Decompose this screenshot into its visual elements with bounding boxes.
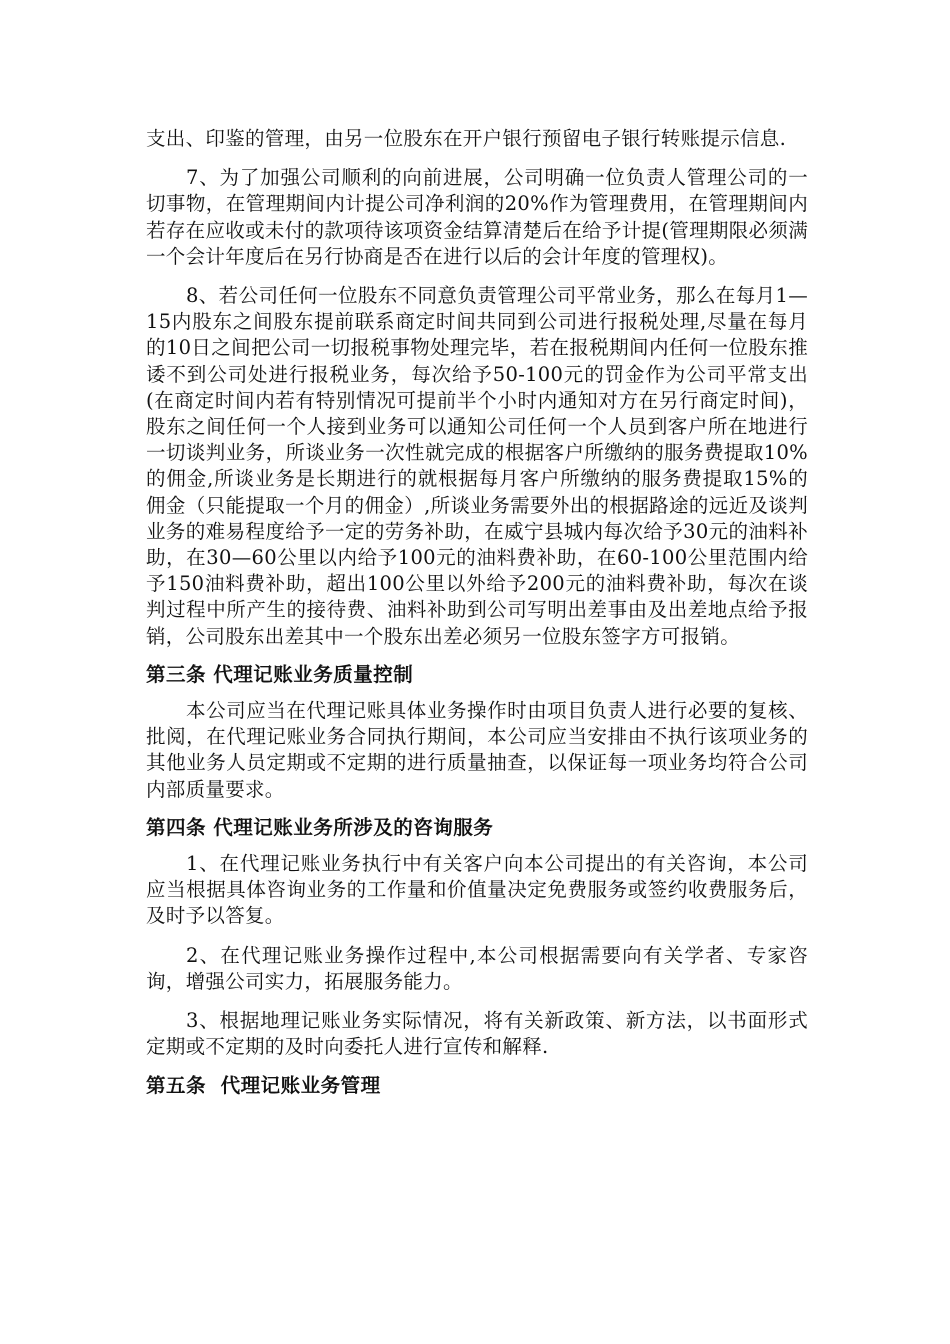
item-8-paragraph: 8、若公司任何一位股东不同意负责管理公司平常业务，那么在每月1—15内股东之间股东提前联系商定时间共同到公司进行报税处理,尽量在每月的10日之间把公司一切报税事物处理完毕，若在报税期间内任何一位股东推诿不到公司处进行报税业务，每次给予50-100元的罚金作为公司平常支出(在商定时间内若有特别情况可提前半个小时内通知对方在另行商定时间)，股东之间任何一个人接到业务可以通知公司任何一个人员到客户所在地进行一切谈判业务，所谈业务一次性就完成的根据客户所缴纳的服务费提取10%的佣金,所谈业务是长期进行的就根据每月客户所缴纳的服务费提取15%的佣金（只能提取一个月的佣金）,所谈业务需要外出的根据路途的远近及谈判业务的难易程度给予一定的劳务补助，在威宁县城内每次给予30元的油料补助，在30—60公里以内给予100元的油料费补助，在60-100公里范围内给予150油料费补助，超出100公里以外给予200元的油料费补助，每次在谈判过程中所产生的接待费、油料补助到公司写明出差事由及出差地点给予报销，公司股东出差其中一个股东出差必须另一位股东签字方可报销。 xyxy=(146,284,808,648)
document-page xyxy=(146,126,808,1099)
continuation-paragraph: 支出、印鉴的管理，由另一位股东在开户银行预留电子银行转账提示信息. xyxy=(146,127,787,150)
item-7-paragraph: 7、为了加强公司顺利的向前进展，公司明确一位负责人管理公司的一切事物，在管理期间内计提公司净利润的20%作为管理费用，在管理期间内若存在应收或未付的款项待该项资金结算清楚后在给予计提(管理期限必须满一个会计年度后在另行协商是否在进行以后的会计年度的管理权)。 xyxy=(146,166,808,268)
article-3-heading: 第三条 代理记账业务质量控制 xyxy=(146,662,414,686)
article-3-body: 本公司应当在代理记账具体业务操作时由项目负责人进行必要的复核、批阅，在代理记账业务合同执行期间，本公司应当安排由不执行该项业务的其他业务人员定期或不定期的进行质量抽查，以保证每一项业务均符合公司内部质量要求。 xyxy=(146,699,808,801)
article-4-item-1: 1、在代理记账业务执行中有关客户向本公司提出的有关咨询，本公司应当根据具体咨询业务的工作量和价值量决定免费服务或签约收费服务后，及时予以答复。 xyxy=(146,852,808,928)
article-4-heading: 第四条 代理记账业务所涉及的咨询服务 xyxy=(146,815,494,839)
article-5-heading: 第五条 代理记账业务管理 xyxy=(146,1073,381,1097)
article-4-item-2: 2、在代理记账业务操作过程中,本公司根据需要向有关学者、专家咨询，增强公司实力，拓展服务能力。 xyxy=(146,943,808,993)
article-4-item-3: 3、根据地理记账业务实际情况，将有关新政策、新方法，以书面形式定期或不定期的及时向委托人进行宣传和解释. xyxy=(146,1009,808,1059)
